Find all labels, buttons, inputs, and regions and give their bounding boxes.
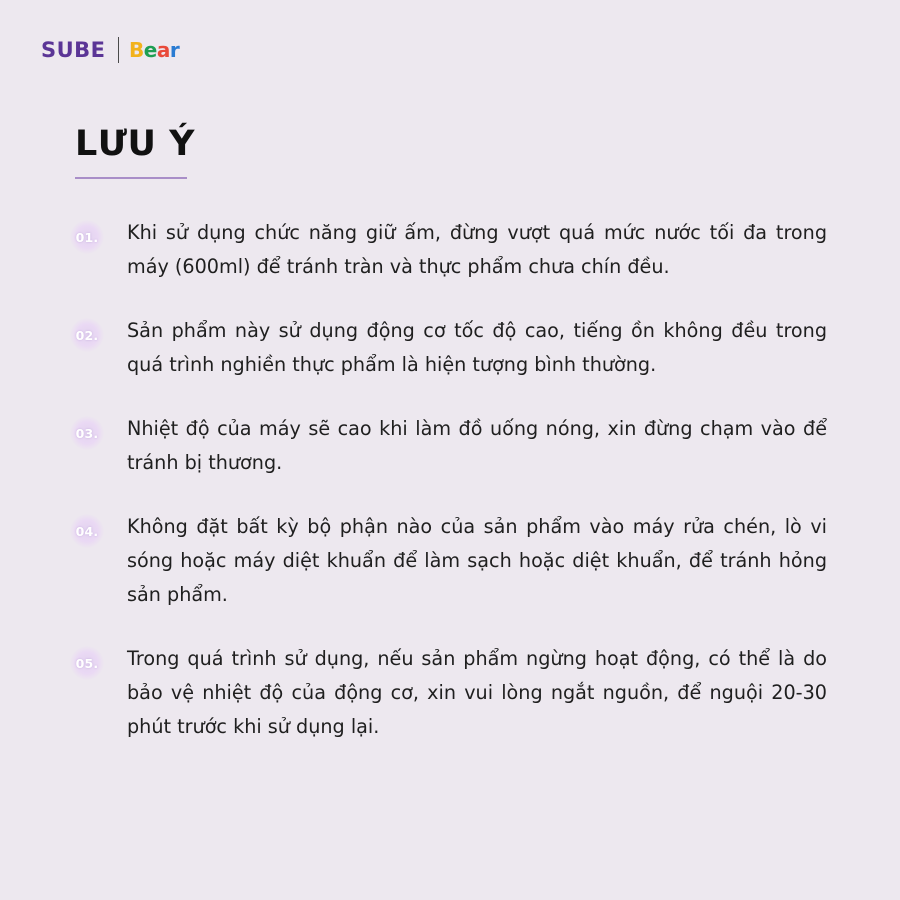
number-badge	[70, 514, 104, 548]
note-text: Không đặt bất kỳ bộ phận nào của sản phẩm vào máy rửa chén, lò vi sóng hoặc máy diệt khuẩn để làm sạch hoặc diệt khuẩn, để tránh hỏng sản phẩm.	[127, 515, 827, 606]
note-number: 02.	[75, 327, 99, 343]
number-badge	[70, 646, 104, 680]
number-badge	[70, 416, 104, 450]
logo-divider	[118, 37, 120, 63]
title-underline	[75, 177, 187, 179]
note-text: Khi sử dụng chức năng giữ ấm, đừng vượt quá mức nước tối đa trong máy (600ml) để tránh tràn và thực phẩm chưa chín đều.	[127, 221, 827, 278]
note-number: 04.	[75, 523, 99, 539]
page-title: LƯU Ý	[75, 124, 195, 164]
brand-logo-bar	[41, 36, 179, 64]
sube-logo: SUBE	[41, 38, 106, 62]
number-badge	[70, 220, 104, 254]
note-number: 01.	[75, 229, 99, 245]
bear-logo: Bear	[129, 38, 180, 62]
note-number: 03.	[75, 425, 99, 441]
note-text: Sản phẩm này sử dụng động cơ tốc độ cao, tiếng ồn không đều trong quá trình nghiền thực phẩm là hiện tượng bình thường.	[127, 319, 827, 376]
note-number: 05.	[75, 655, 99, 671]
note-text: Trong quá trình sử dụng, nếu sản phẩm ngừng hoạt động, có thể là do bảo vệ nhiệt độ của động cơ, xin vui lòng ngắt nguồn, để nguội 20-30 phút trước khi sử dụng lại.	[127, 647, 827, 738]
number-badge	[70, 318, 104, 352]
note-text: Nhiệt độ của máy sẽ cao khi làm đồ uống nóng, xin đừng chạm vào để tránh bị thương.	[127, 417, 827, 474]
